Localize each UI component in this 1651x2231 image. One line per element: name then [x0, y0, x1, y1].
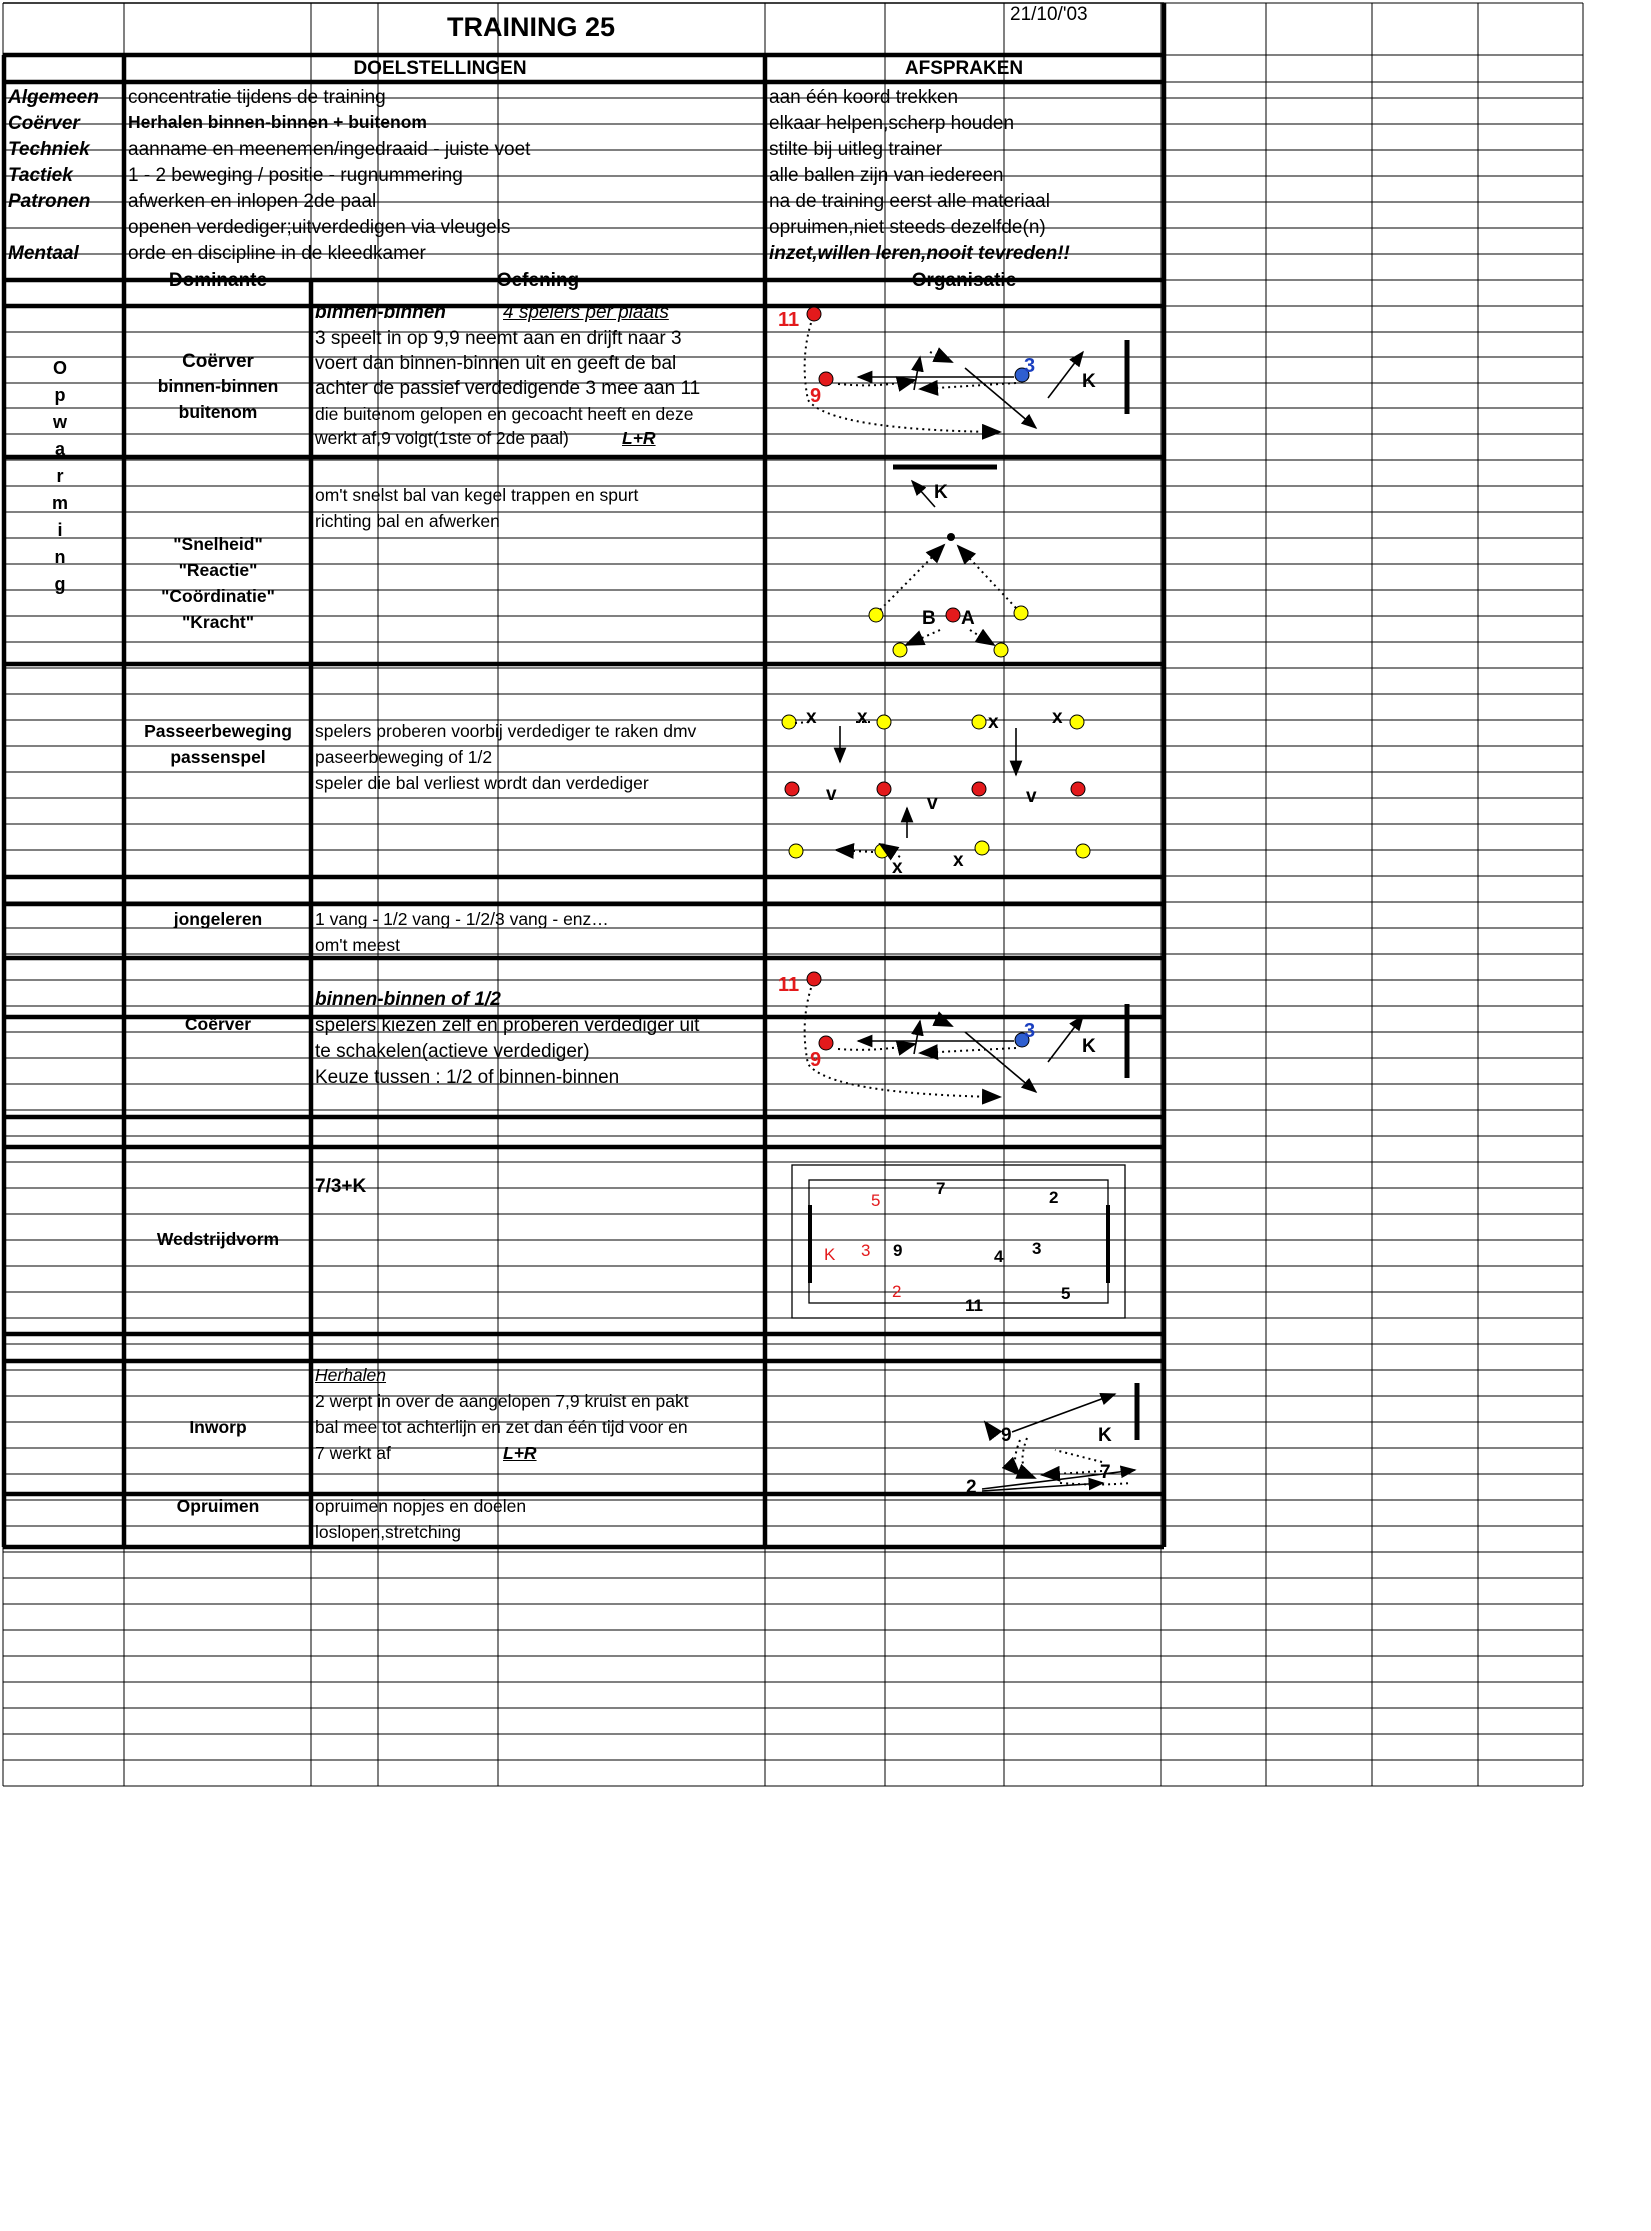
goal-label: Mentaal	[8, 243, 79, 264]
player-marker-label: x	[1052, 707, 1063, 728]
goal-afspraak: inzet,willen leren,nooit tevreden!!	[769, 243, 1070, 264]
player-9-label: 9	[1001, 1425, 1012, 1446]
exercise-line: spelers kiezen zelf en proberen verdediger uit	[315, 1015, 700, 1036]
exercise-line: loslopen,stretching	[315, 1522, 461, 1542]
dominante-label: Opruimen	[176, 1496, 260, 1516]
exercise-line: voert dan binnen-binnen uit en geeft de bal	[315, 353, 677, 374]
dominante-label: "Reactie"	[178, 560, 258, 580]
exercise-line: werkt af,9 volgt(1ste of 2de paal)	[315, 428, 569, 448]
exercise-line: 3 speelt in op 9,9 neemt aan en drijft naar 3	[315, 328, 682, 349]
opwarming-letter: p	[54, 385, 66, 405]
dominante-label: Passeerbeweging	[144, 721, 292, 741]
goal-afspraak: opruimen,niet steeds dezelfde(n)	[769, 217, 1046, 238]
exercise-tag: L+R	[622, 428, 656, 448]
player-marker-label: v	[826, 784, 837, 805]
opwarming-letter: g	[54, 574, 66, 594]
red-keeper-label: K	[824, 1245, 836, 1264]
red-5-label: 5	[871, 1191, 881, 1210]
opwarming-letter: a	[54, 439, 66, 459]
exercise-title: 7/3+K	[315, 1176, 367, 1197]
exercise-line: te schakelen(actieve verdediger)	[315, 1041, 590, 1062]
exercise-line: om't snelst bal van kegel trappen en spurt	[315, 485, 639, 505]
exercise-line: spelers proberen voorbij verdediger te raken dmv	[315, 721, 697, 741]
column-dominante: Dominante	[168, 270, 268, 291]
opwarming-letter: w	[52, 412, 68, 432]
player-4-label: 4	[994, 1247, 1004, 1266]
dominante-label: buitenom	[178, 402, 258, 422]
diagram-reactie	[860, 455, 1060, 665]
player-marker-label: v	[927, 793, 938, 814]
dominante-label: jongeleren	[173, 909, 263, 929]
player-marker-label: x	[806, 707, 817, 728]
player-11-label: 11	[965, 1296, 983, 1315]
player-11-label: 11	[778, 974, 800, 996]
opwarming-letter: O	[52, 358, 68, 378]
goal-afspraak: alle ballen zijn van iedereen	[769, 165, 1004, 186]
exercise-line: paseerbeweging of 1/2	[315, 747, 493, 767]
player-11-label: 11	[778, 309, 800, 331]
keeper-label: K	[1098, 1425, 1112, 1446]
player-2-label: 2	[1049, 1188, 1059, 1207]
player-7-label: 7	[936, 1179, 946, 1198]
heading-afspraken: AFSPRAKEN	[904, 58, 1024, 79]
exercise-title: binnen-binnen of 1/2	[315, 989, 501, 1010]
exercise-line: achter de passief verdedigende 3 mee aan 11	[315, 378, 701, 399]
column-organisatie: Organisatie	[911, 270, 1017, 291]
goal-label: Coërver	[8, 113, 80, 134]
heading-doelstellingen: DOELSTELLINGEN	[353, 58, 527, 79]
goal-label: Techniek	[8, 139, 90, 160]
player-9-label: 9	[810, 1049, 822, 1071]
opwarming-letter: r	[56, 466, 64, 486]
player-5-label: 5	[1061, 1284, 1071, 1303]
column-oefening: Oefening	[496, 270, 580, 291]
player-a-label: A	[961, 608, 975, 629]
goal-label: Algemeen	[8, 87, 99, 108]
exercise-title: binnen-binnen	[315, 302, 446, 323]
goal-doelstelling: orde en discipline in de kleedkamer	[128, 243, 426, 264]
player-7-label: 7	[1100, 1462, 1111, 1483]
goal-afspraak: elkaar helpen,scherp houden	[769, 113, 1015, 134]
keeper-label: K	[934, 482, 948, 503]
red-3-label: 3	[861, 1241, 871, 1260]
diagram-wedstrijdvorm	[785, 1160, 1130, 1320]
date-label: 21/10/'03	[1010, 4, 1088, 25]
exercise-title: Herhalen	[315, 1365, 387, 1385]
exercise-line: richting bal en afwerken	[315, 511, 500, 531]
player-9-label: 9	[810, 385, 822, 407]
exercise-tag: L+R	[503, 1443, 537, 1463]
exercise-line: die buitenom gelopen en gecoacht heeft en deze	[315, 404, 694, 424]
goal-afspraak: na de training eerst alle materiaal	[769, 191, 1050, 212]
player-3-label: 3	[1032, 1239, 1042, 1258]
opwarming-letter: n	[54, 547, 66, 567]
dominante-label: Inworp	[189, 1417, 247, 1437]
goal-afspraak: stilte bij uitleg trainer	[769, 139, 943, 160]
keeper-label: K	[1082, 1036, 1096, 1057]
goal-doelstelling: afwerken en inlopen 2de paal	[128, 191, 377, 212]
goal-label: Patronen	[8, 191, 91, 212]
opwarming-letter: m	[51, 493, 69, 513]
player-3-label: 3	[1024, 1020, 1036, 1042]
player-3-label: 3	[1024, 355, 1036, 377]
diagram-binnen-binnen-of-half	[770, 965, 1150, 1115]
exercise-line: speler die bal verliest wordt dan verdediger	[315, 773, 649, 793]
dominante-label: "Kracht"	[181, 612, 255, 632]
exercise-line: opruimen nopjes en doelen	[315, 1496, 527, 1516]
player-marker-label: x	[857, 707, 868, 728]
player-marker-label: x	[988, 712, 999, 733]
page-title: TRAINING 25	[446, 12, 616, 42]
red-2-label: 2	[892, 1282, 902, 1301]
exercise-line: 2 werpt in over de aangelopen 7,9 kruist en pakt	[315, 1391, 689, 1411]
exercise-subtitle: 4 spelers per plaats	[503, 302, 669, 323]
player-b-label: B	[922, 608, 936, 629]
dominante-label: passenspel	[170, 747, 266, 767]
goal-doelstelling: 1 - 2 beweging / positie - rugnummering	[128, 165, 463, 186]
dominante-label: Coërver	[184, 1014, 252, 1034]
dominante-label: Wedstrijdvorm	[156, 1229, 280, 1249]
diagram-binnen-binnen	[770, 300, 1150, 450]
goal-doelstelling: openen verdediger;uitverdedigen via vleugels	[128, 217, 511, 238]
exercise-line: om't meest	[315, 935, 401, 955]
goal-label: Tactiek	[8, 165, 73, 186]
player-marker-label: x	[953, 850, 964, 871]
exercise-line: 1 vang - 1/2 vang - 1/2/3 vang - enz…	[315, 909, 609, 929]
goal-afspraak: aan één koord trekken	[769, 87, 959, 108]
exercise-line: bal mee tot achterlijn en zet dan één tijd voor en	[315, 1417, 688, 1437]
player-9-label: 9	[893, 1241, 903, 1260]
goal-doelstelling: concentratie tijdens de training	[128, 87, 386, 108]
diagram-inworp	[960, 1375, 1150, 1500]
goal-doelstelling: aanname en meenemen/ingedraaid - juiste voet	[128, 139, 531, 160]
dominante-label: "Coördinatie"	[161, 586, 275, 606]
exercise-line: Keuze tussen : 1/2 of binnen-binnen	[315, 1067, 620, 1088]
dominante-label: Coërver	[182, 351, 254, 372]
diagram-passeerbeweging	[770, 700, 1110, 880]
exercise-line: 7 werkt af	[315, 1443, 391, 1463]
player-marker-label: v	[1026, 786, 1037, 807]
player-marker-label: x	[892, 857, 903, 878]
dominante-label: binnen-binnen	[157, 376, 279, 396]
dominante-label: "Snelheid"	[173, 534, 263, 554]
player-2-label: 2	[966, 1477, 977, 1498]
keeper-label: K	[1082, 371, 1096, 392]
goal-doelstelling: Herhalen binnen-binnen + buitenom	[128, 112, 427, 132]
opwarming-letter: i	[57, 520, 63, 540]
